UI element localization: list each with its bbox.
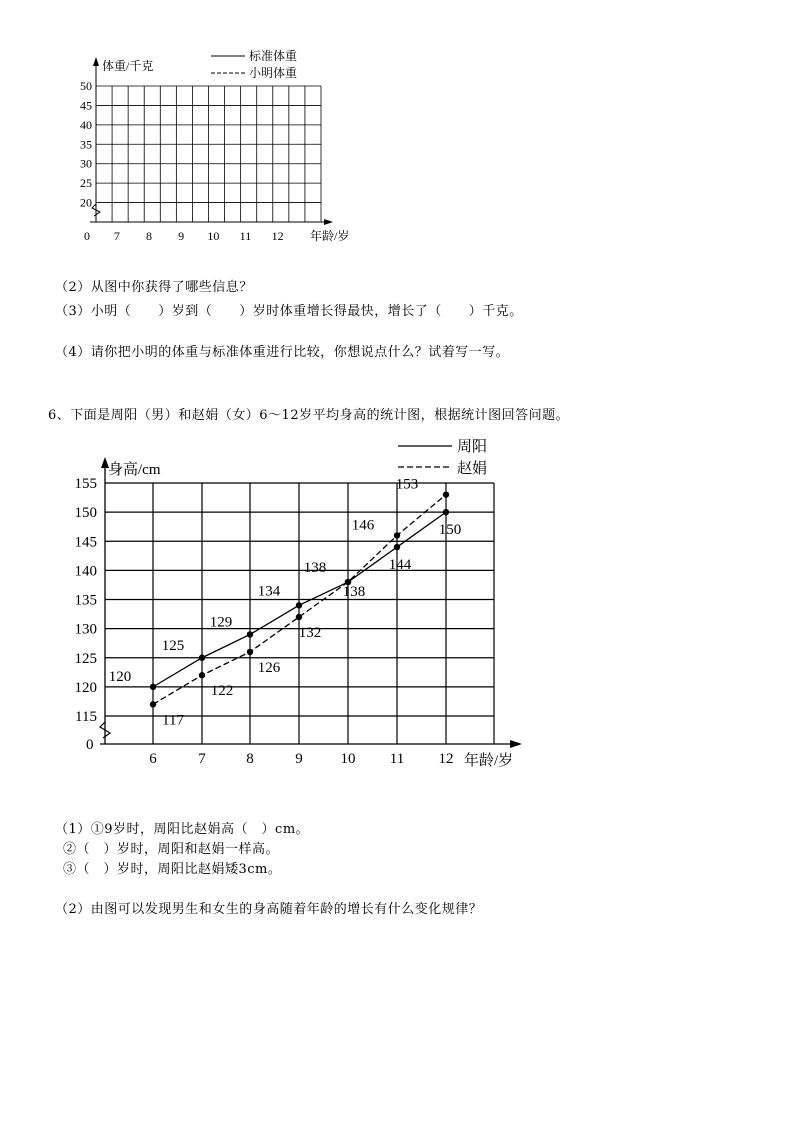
data-point-zhaojuan bbox=[247, 649, 253, 655]
weight-chart-x-tick: 11 bbox=[239, 229, 252, 243]
height-chart-y-tick: 140 bbox=[74, 563, 97, 580]
data-label-zhaojuan: 153 bbox=[395, 476, 419, 493]
weight-chart-y-tick: 25 bbox=[80, 176, 92, 191]
data-point-zhaojuan bbox=[443, 491, 449, 497]
data-label-zhaojuan: 138 bbox=[342, 584, 366, 601]
weight-chart-y-tick: 40 bbox=[80, 117, 92, 132]
weight-chart-y-tick: 45 bbox=[80, 98, 92, 113]
data-point-zhaojuan bbox=[150, 701, 156, 707]
weight-chart-grid bbox=[96, 86, 321, 222]
weight-chart-x-tick: 10 bbox=[207, 229, 220, 243]
height-chart-x-tick: 8 bbox=[246, 751, 254, 767]
weight-chart-y-arrow bbox=[93, 57, 99, 66]
height-chart bbox=[0, 430, 794, 780]
data-point-zhaojuan bbox=[199, 672, 205, 678]
legend-standard-label: 标准体重 bbox=[249, 49, 298, 63]
weight-chart-y-tick: 50 bbox=[80, 79, 92, 93]
weight-chart-x-tick: 7 bbox=[113, 229, 120, 243]
height-chart-x-arrow bbox=[510, 740, 522, 748]
weight-chart-x-tick: 12 bbox=[271, 229, 284, 243]
data-label-zhaojuan: 122 bbox=[210, 683, 234, 700]
weight-chart-origin: 0 bbox=[84, 229, 90, 243]
data-point-zhaojuan bbox=[394, 532, 400, 538]
height-chart-x-tick: 11 bbox=[389, 751, 405, 767]
data-label-zhouyang: 125 bbox=[161, 637, 185, 654]
height-chart-y-tick: 125 bbox=[74, 650, 97, 667]
weight-chart bbox=[0, 0, 794, 260]
question-6-1a: （1）①9岁时，周阳比赵娟高（ ）cm。 bbox=[55, 822, 310, 837]
question-4: （4）请你把小明的体重与标准体重进行比较，你想说点什么？试着写一写。 bbox=[55, 345, 510, 360]
question-6-2: （2）由图可以发现男生和女生的身高随着年龄的增长有什么变化规律？ bbox=[55, 902, 483, 917]
data-label-zhouyang: 134 bbox=[257, 583, 281, 600]
weight-chart-y-tick: 35 bbox=[80, 137, 92, 152]
data-point-zhouyang bbox=[296, 602, 302, 608]
question-6-1b: ②（ ）岁时，周阳和赵娟一样高。 bbox=[63, 842, 280, 857]
data-label-zhaojuan: 146 bbox=[351, 517, 375, 534]
height-chart-x-tick: 6 bbox=[149, 751, 157, 767]
height-chart-y-tick: 155 bbox=[74, 476, 97, 492]
data-point-zhouyang bbox=[443, 509, 449, 515]
height-chart-y-tick: 135 bbox=[74, 592, 97, 609]
height-chart-xlabel: 年龄/岁 bbox=[464, 753, 514, 769]
height-chart-x-tick: 9 bbox=[295, 751, 303, 767]
question-6: 6、下面是周阳（男）和赵娟（女）6～12岁平均身高的统计图，根据统计图回答问题。 bbox=[48, 408, 570, 423]
height-chart-origin: 0 bbox=[86, 737, 94, 753]
data-label-zhouyang: 129 bbox=[209, 614, 233, 631]
height-chart-y-tick: 145 bbox=[74, 534, 97, 551]
data-label-zhouyang: 150 bbox=[438, 522, 462, 539]
data-label-zhaojuan: 126 bbox=[257, 659, 281, 676]
question-3: （3）小明（ ）岁到（ ）岁时体重增长得最快，增长了（ ）千克。 bbox=[55, 304, 523, 319]
data-label-zhouyang: 144 bbox=[388, 557, 412, 574]
weight-chart-x-tick: 9 bbox=[178, 229, 185, 243]
height-chart-x-tick: 12 bbox=[438, 751, 454, 767]
legend-zhouyang-label: 周阳 bbox=[457, 439, 488, 455]
data-label-zhouyang: 138 bbox=[303, 560, 327, 577]
legend-xiaoming-label: 小明体重 bbox=[249, 66, 298, 80]
data-label-zhaojuan: 132 bbox=[298, 624, 322, 641]
data-point-zhaojuan bbox=[296, 614, 302, 620]
question-6-1c: ③（ ）岁时，周阳比赵娟矮3cm。 bbox=[63, 862, 282, 877]
height-chart-y-tick: 120 bbox=[74, 679, 97, 696]
data-label-zhouyang: 120 bbox=[108, 668, 132, 685]
legend-zhaojuan-label: 赵娟 bbox=[457, 461, 488, 477]
data-point-zhouyang bbox=[394, 544, 400, 550]
data-label-zhaojuan: 117 bbox=[162, 712, 184, 729]
height-chart-grid bbox=[105, 483, 494, 744]
height-chart-ylabel: 身高/cm bbox=[108, 462, 161, 478]
height-chart-y-tick: 115 bbox=[75, 709, 97, 725]
weight-chart-x-tick: 8 bbox=[146, 229, 153, 243]
weight-chart-ylabel: 体重/千克 bbox=[102, 59, 154, 73]
height-chart-y-tick: 130 bbox=[74, 621, 97, 638]
height-chart-y-tick: 150 bbox=[74, 505, 97, 522]
weight-chart-xlabel: 年龄/岁 bbox=[310, 229, 350, 243]
data-point-zhouyang bbox=[150, 684, 156, 690]
weight-chart-y-tick: 20 bbox=[80, 195, 92, 210]
height-chart-x-tick: 7 bbox=[198, 751, 206, 767]
question-2: （2）从图中你获得了哪些信息？ bbox=[55, 280, 253, 295]
data-point-zhouyang bbox=[247, 631, 253, 637]
height-chart-x-tick: 10 bbox=[340, 751, 356, 767]
weight-chart-y-tick: 30 bbox=[80, 156, 92, 171]
weight-chart-x-arrow bbox=[324, 219, 333, 225]
data-point-zhouyang bbox=[199, 655, 205, 661]
